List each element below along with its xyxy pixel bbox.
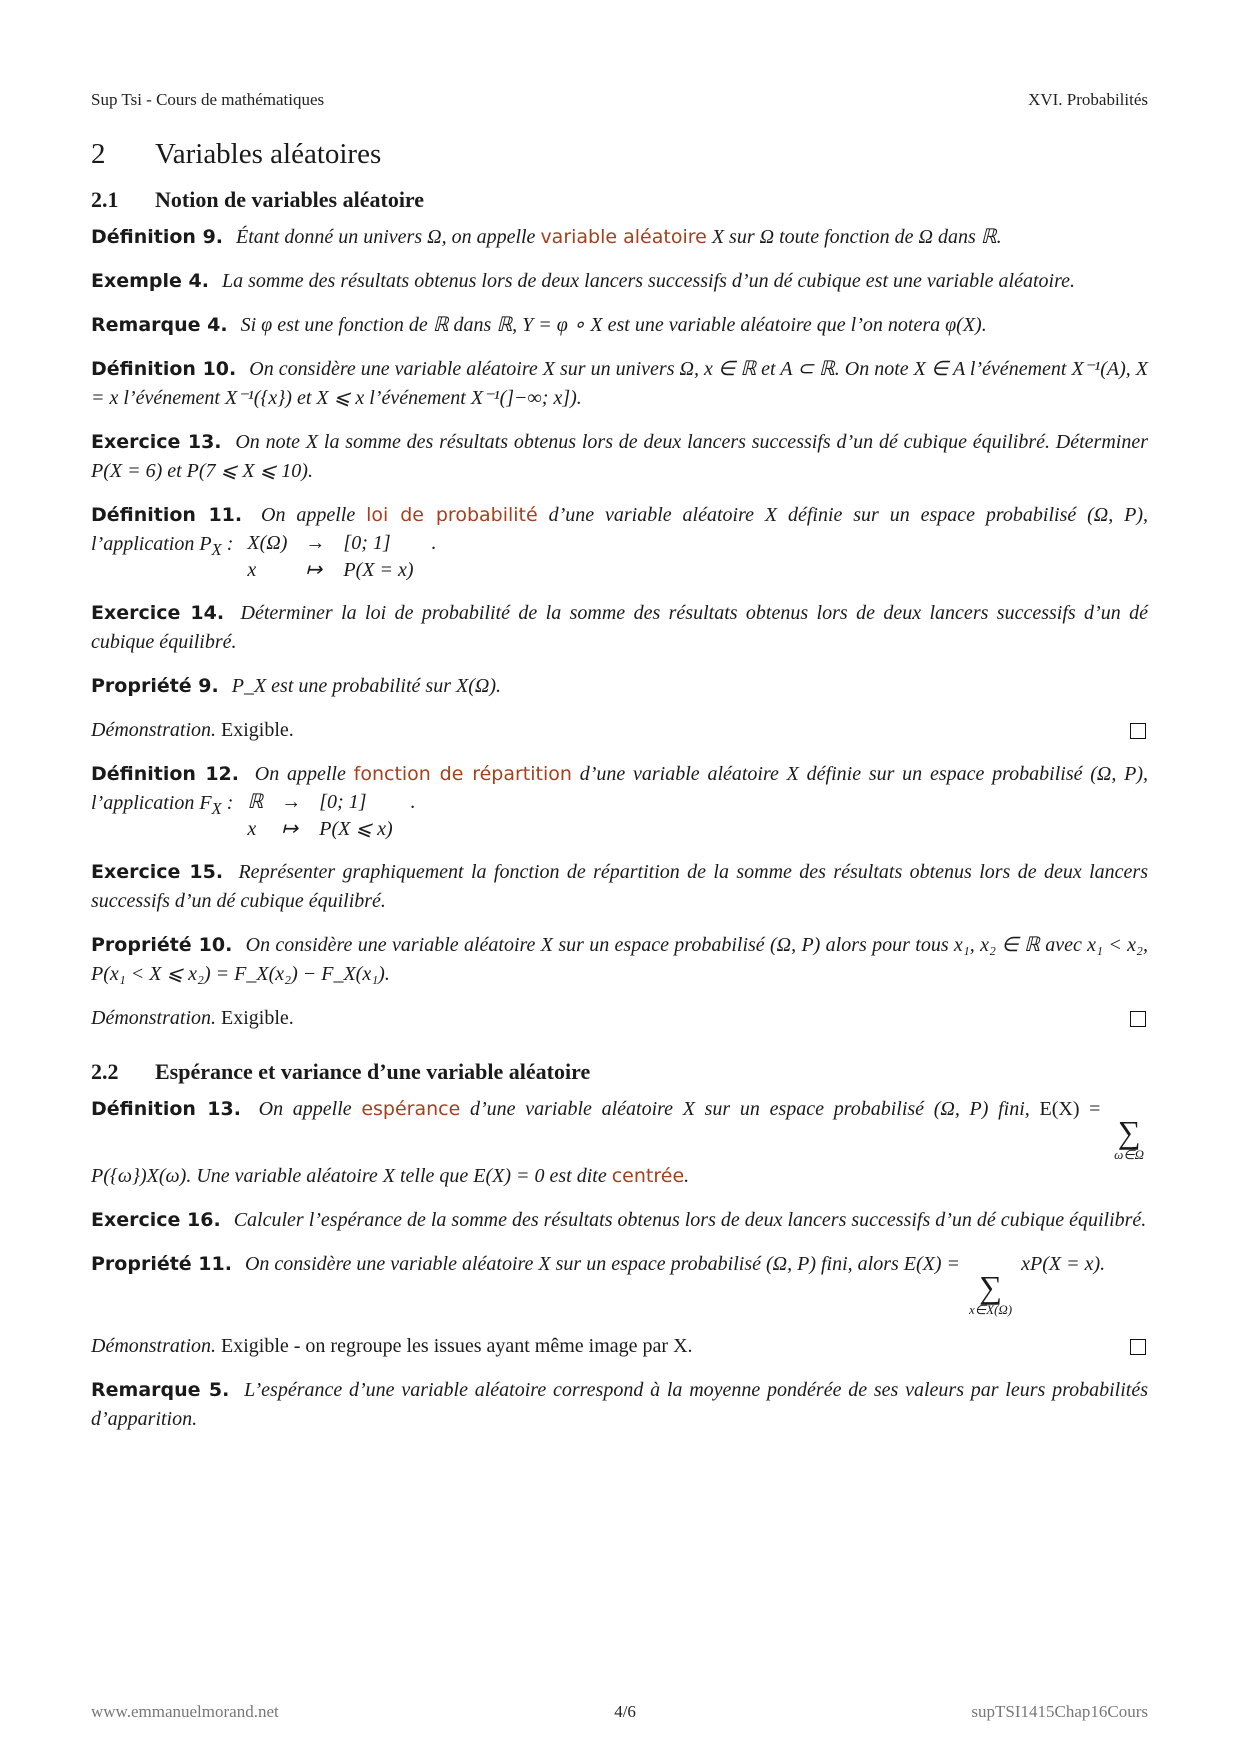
map-domain: X(Ω)	[247, 532, 288, 554]
remark-5	[91, 1376, 1148, 1434]
sum-index: ω∈Ω	[1114, 1147, 1145, 1162]
block-label: Définition 12.	[91, 763, 239, 785]
block-label: Exercice 14.	[91, 602, 225, 624]
exercise-text: On note X la somme des résultats obtenus lors de deux lancers successifs d’un dé cubique équilibré. Déterminer P(X = 6) et P(7 ⩽ X ⩽ 10).	[91, 431, 1148, 482]
page-number: 4/6	[614, 1702, 636, 1721]
example-text: La somme des résultats obtenus lors de deux lancers successifs d’un dé cubique est une variable aléatoire.	[221, 270, 1075, 292]
block-label: Exercice 13.	[91, 431, 222, 453]
defined-term: loi de probabilité	[366, 504, 538, 526]
property-9	[91, 672, 1148, 701]
block-label: Définition 9.	[91, 226, 224, 248]
subsection-number: 2.2	[91, 1059, 119, 1084]
page-content	[91, 132, 1148, 1449]
definition-text: On appelle	[254, 763, 346, 785]
summation	[969, 1271, 1012, 1317]
definition-text: On appelle	[258, 1098, 352, 1120]
subsection-title	[91, 1059, 1148, 1085]
property-text: On considère une variable aléatoire X sur un espace probabilisé (Ω, P) fini, alors E(X) =	[244, 1253, 961, 1275]
proof-label: Démonstration.	[91, 719, 216, 741]
map-arrow: →	[281, 791, 302, 813]
definition-text: d’une variable aléatoire X sur un espace probabilisé (Ω, P) fini,	[470, 1098, 1030, 1120]
definition-text: On appelle	[261, 504, 356, 526]
exercise-text: Déterminer la loi de probabilité de la somme des résultats obtenus lors de deux lancers successifs d’un dé cubique équilibré.	[91, 602, 1148, 653]
property-text: P_X est une probabilité sur X(Ω).	[231, 675, 501, 697]
exercise-15	[91, 858, 1148, 916]
block-label: Propriété 10.	[91, 934, 233, 956]
summation	[1114, 1116, 1144, 1162]
expectation-lhs: E(X) =	[1039, 1098, 1101, 1120]
sigma-icon: ∑	[979, 1269, 1002, 1305]
proof-label: Démonstration.	[91, 1007, 216, 1029]
defined-term: fonction de répartition	[353, 763, 572, 785]
proof-text: Exigible - on regroupe les issues ayant même image par X.	[221, 1335, 693, 1357]
defined-term: centrée	[611, 1165, 685, 1187]
map-arrow: →	[305, 532, 326, 554]
definition-12	[91, 760, 1148, 843]
page-footer	[91, 1702, 1148, 1722]
map-image: P(X ⩽ x)	[319, 818, 393, 840]
block-label: Définition 11.	[91, 504, 243, 526]
definition-text: On considère une variable aléatoire X sur un univers Ω, x ∈ ℝ et A ⊂ ℝ. On note X ∈ A l’événement X⁻¹(A), X = x l’événement X⁻¹({x}) et X ⩽ x l’événement X⁻¹(]−∞; x]).	[91, 358, 1148, 409]
property-10	[91, 931, 1148, 989]
block-label: Propriété 9.	[91, 675, 219, 697]
remark-text: L’espérance d’une variable aléatoire correspond à la moyenne pondérée de ses valeurs par leurs probabilités d’apparition.	[91, 1379, 1148, 1430]
function-name: $F_X$ :	[199, 792, 234, 818]
exercise-16	[91, 1206, 1148, 1235]
mapping-table	[238, 530, 445, 584]
block-label: Remarque 5.	[91, 1379, 230, 1401]
header-course: Sup Tsi - Cours de mathématiques	[91, 90, 325, 109]
page-header	[91, 90, 1148, 110]
map-mapsto: ↦	[281, 818, 299, 840]
footer-website[interactable]: www.emmanuelmorand.net	[91, 1702, 279, 1721]
proof-text: Exigible.	[221, 1007, 294, 1029]
header-chapter: XVI. Probabilités	[1028, 90, 1148, 109]
definition-13: Définition 13. On appelle espérance d’une variable aléatoire X sur un espace probabilisé (Ω, P) fini, E(X) = ∑ ω∈Ω P({ω})X(ω). Une variable aléatoire X telle que E(X) = 0 est dite centrée.	[91, 1098, 1145, 1187]
property-text: On considère une variable aléatoire X sur un espace probabilisé (Ω, P) alors pour tous x₁, x₂ ∈ ℝ avec x₁ < x₂, P(x₁ < X ⩽ x₂) = F_X(x₂) − F_X(x₁).	[91, 934, 1148, 985]
definition-text: d’une variable aléatoire X définie sur un espace probabilisé (Ω, P), l’application	[91, 763, 1149, 814]
defined-term: espérance	[361, 1098, 461, 1120]
proof-3	[91, 1332, 1148, 1361]
block-label: Définition 13.	[91, 1098, 241, 1120]
section-title	[91, 138, 1148, 171]
definition-10	[91, 355, 1148, 413]
proof-2	[91, 1004, 1148, 1033]
block-label: Exemple 4.	[91, 270, 209, 292]
block-label: Exercice 15.	[91, 861, 224, 883]
proof-1	[91, 716, 1148, 745]
block-label: Définition 10.	[91, 358, 237, 380]
map-image: P(X = x)	[343, 559, 414, 581]
map-domain: ℝ	[247, 791, 264, 813]
block-label: Exercice 16.	[91, 1209, 221, 1231]
exercise-13	[91, 428, 1148, 486]
block-label: Remarque 4.	[91, 314, 228, 336]
definition-text: X sur Ω toute fonction de Ω dans ℝ.	[711, 226, 1002, 248]
proof-label: Démonstration.	[91, 1335, 216, 1357]
map-end: .	[410, 791, 416, 813]
subsection-number: 2.1	[91, 187, 119, 212]
subsection-title-text: Notion de variables aléatoire	[155, 187, 425, 212]
footer-doc-id: supTSI1415Chap16Cours	[971, 1702, 1148, 1721]
qed-square-icon	[1130, 1339, 1146, 1355]
subsection-title-text: Espérance et variance d’une variable aléatoire	[155, 1059, 591, 1084]
qed-square-icon	[1130, 1011, 1146, 1027]
definition-11	[91, 501, 1148, 584]
definition-text: d’une variable aléatoire X définie sur un espace probabilisé (Ω, P), l’application	[91, 504, 1149, 555]
function-name: $P_X$ :	[199, 533, 234, 559]
sum-body: xP(X = x).	[1021, 1253, 1106, 1275]
exercise-text: Calculer l’espérance de la somme des résultats obtenus lors de deux lancers successifs d’un dé cubique équilibré.	[233, 1209, 1147, 1231]
map-var: x	[247, 818, 257, 840]
exercise-14	[91, 599, 1148, 657]
definition-text: Une variable aléatoire X telle que E(X) = 0 est dite	[196, 1165, 607, 1187]
block-label: Propriété 11.	[91, 1253, 232, 1275]
definition-9	[91, 223, 1148, 252]
sum-body: P({ω})X(ω).	[91, 1165, 192, 1187]
sum-index: x∈X(Ω)	[969, 1302, 1013, 1317]
definition-text: Étant donné un univers Ω, on appelle	[236, 226, 536, 248]
qed-square-icon	[1130, 723, 1146, 739]
map-codomain: [0; 1]	[343, 532, 391, 554]
remark-4	[91, 311, 1148, 340]
map-var: x	[247, 559, 257, 581]
example-4	[91, 267, 1148, 296]
property-11	[91, 1250, 1148, 1317]
remark-text: Si φ est une fonction de ℝ dans ℝ, Y = φ ∘ X est une variable aléatoire que l’on notera φ(X).	[240, 314, 987, 336]
mapping-table	[238, 789, 424, 843]
section-number: 2	[91, 138, 106, 170]
sigma-icon: ∑	[1117, 1114, 1141, 1150]
section-title-text: Variables aléatoires	[155, 138, 382, 170]
map-codomain: [0; 1]	[319, 791, 367, 813]
proof-text: Exigible.	[221, 719, 294, 741]
map-end: .	[431, 532, 437, 554]
exercise-text: Représenter graphiquement la fonction de répartition de la somme des résultats obtenus lors de deux lancers successifs d’un dé cubique équilibré.	[91, 861, 1148, 912]
map-mapsto: ↦	[305, 559, 323, 581]
subsection-title	[91, 187, 1148, 213]
defined-term: variable aléatoire	[540, 226, 707, 248]
